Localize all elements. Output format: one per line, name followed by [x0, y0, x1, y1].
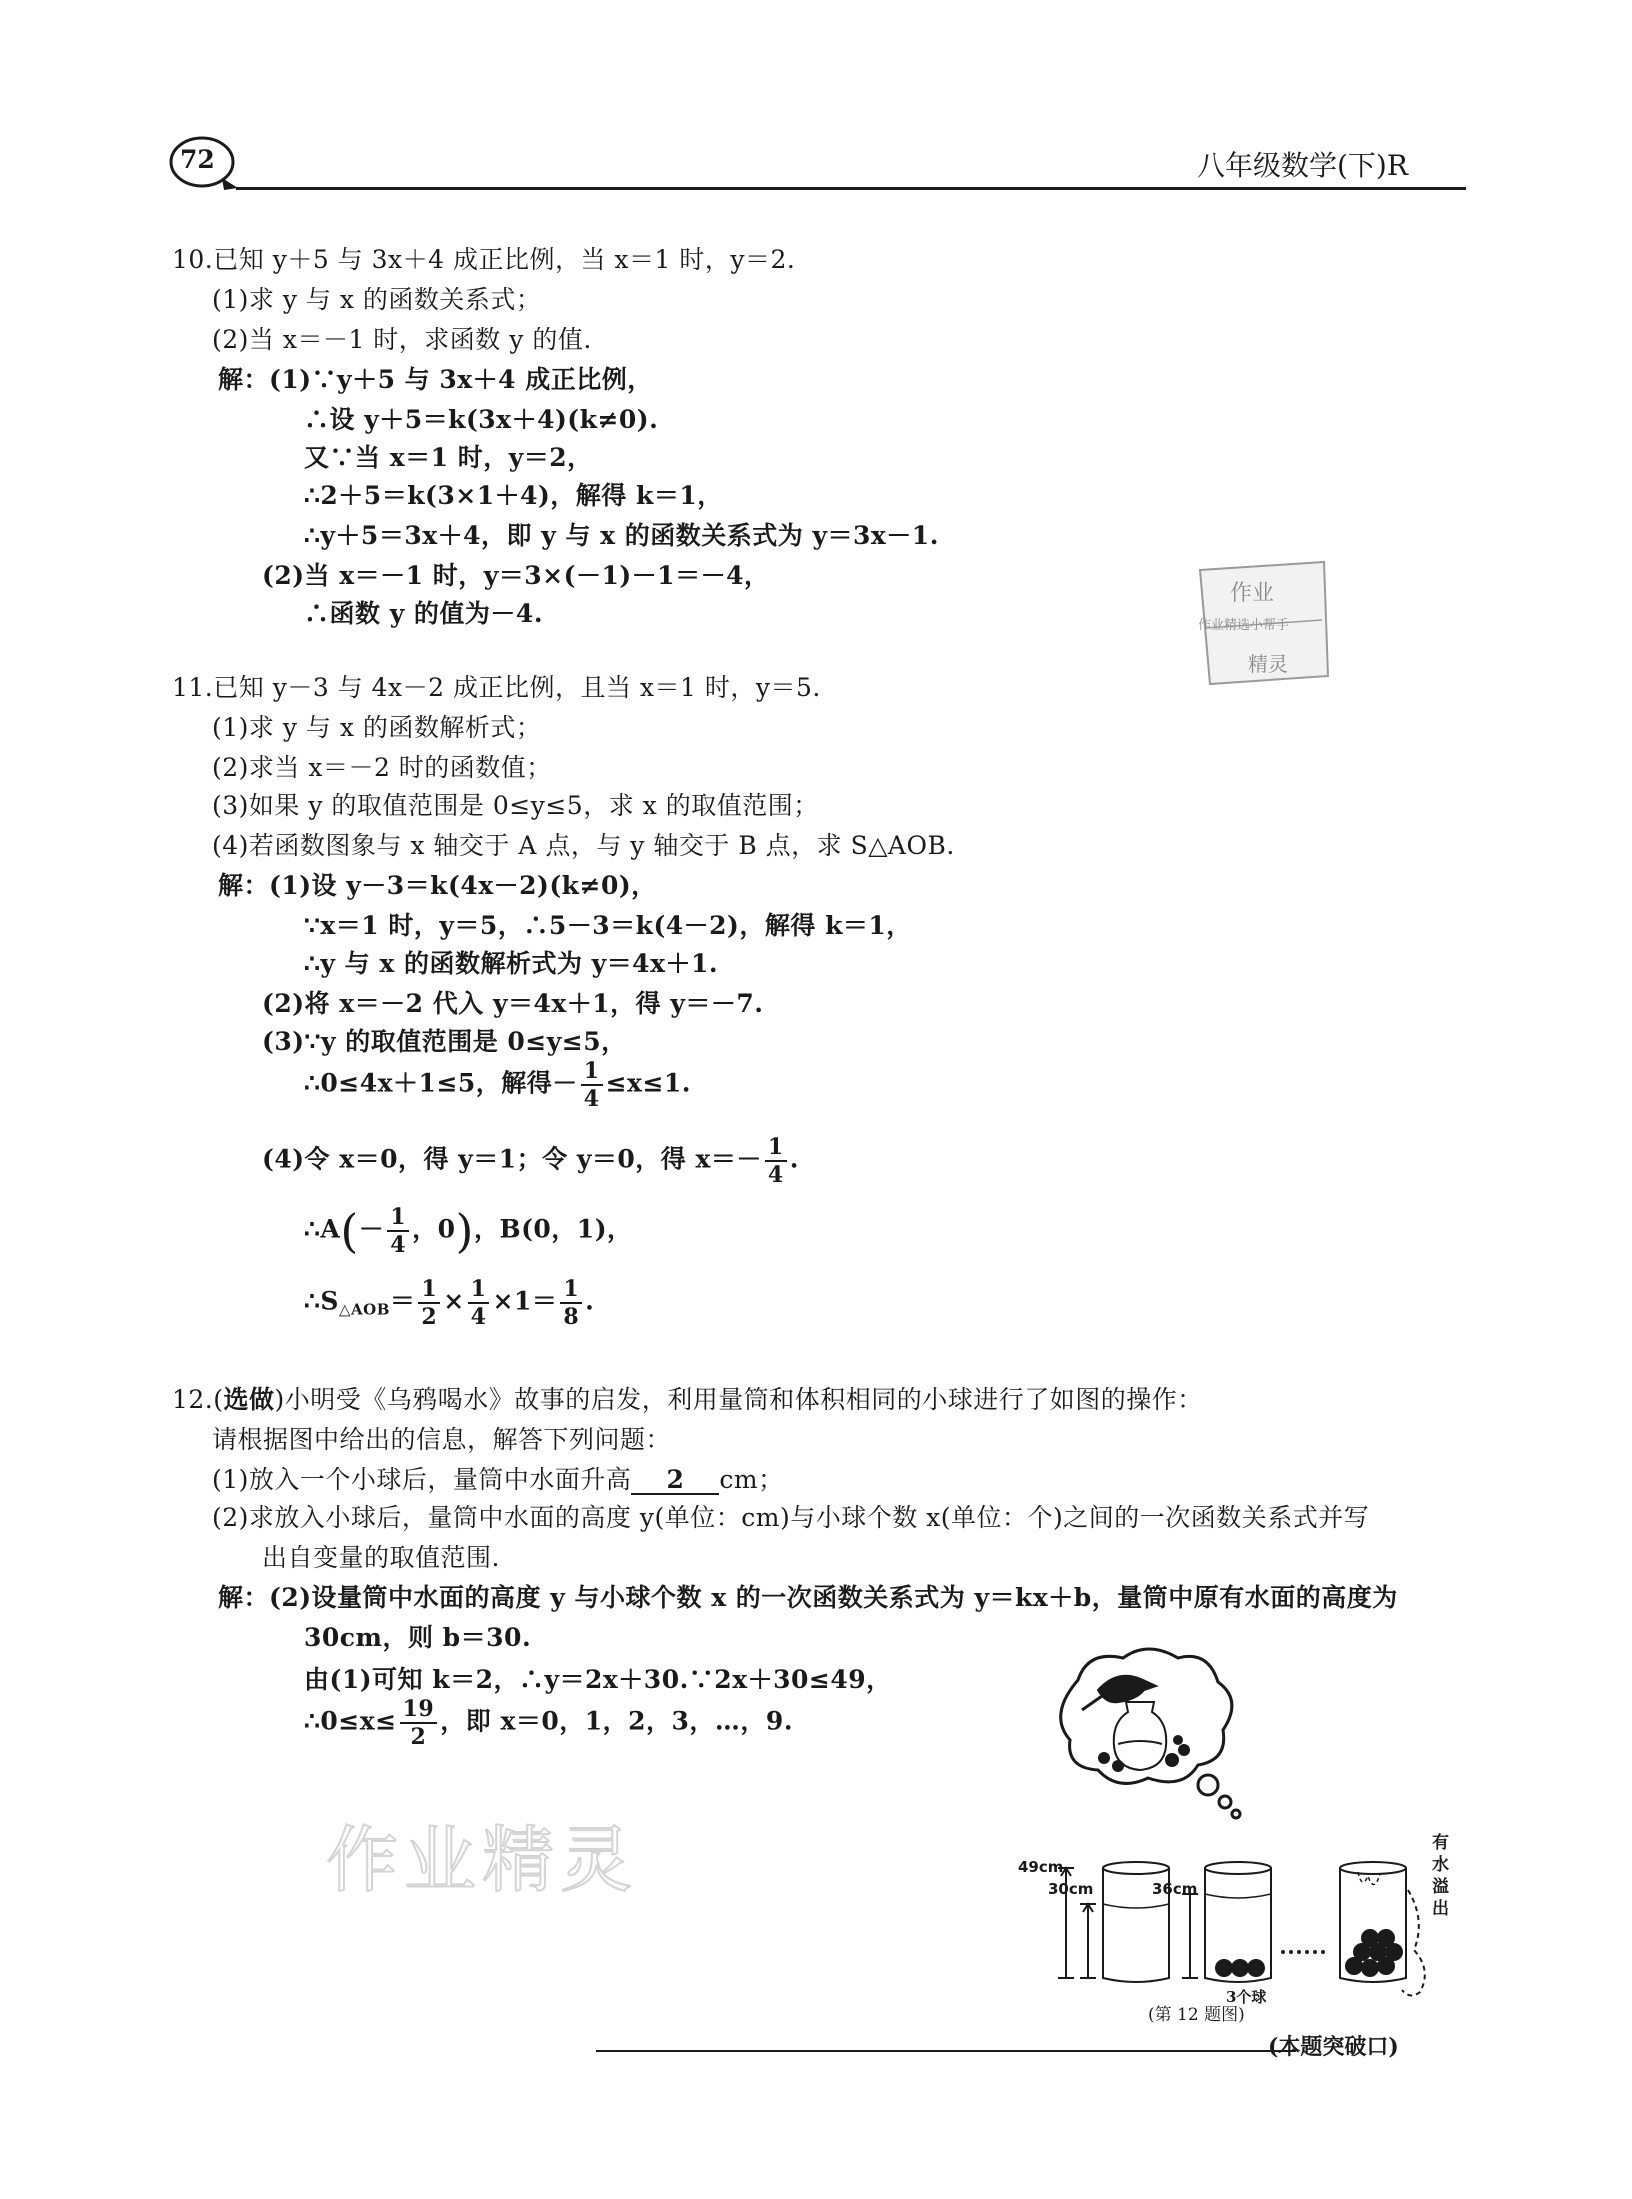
solution-line: 30cm，则 b＝30. [304, 1623, 532, 1652]
fraction [418, 1278, 440, 1328]
question-12-part-2-cont: 出自变量的取值范围. [262, 1543, 500, 1572]
text: cm； [719, 1465, 784, 1494]
question-11-part-2: (2)求当 x＝－2 时的函数值； [212, 753, 552, 782]
numerator: 1 [560, 1278, 582, 1304]
text: . [585, 1286, 595, 1316]
ellipsis-dots [1281, 1950, 1325, 1954]
label-30cm: 30cm [1048, 1880, 1094, 1898]
text: (1)放入一个小球后，量筒中水面升高 [212, 1465, 632, 1494]
fraction [765, 1136, 787, 1186]
text: × [443, 1286, 465, 1316]
text: ＝ [389, 1286, 416, 1316]
text: － [358, 1214, 385, 1244]
left-paren: ( [340, 1204, 359, 1258]
text: ，0 [412, 1214, 456, 1244]
numerator: 1 [468, 1278, 490, 1304]
fraction [468, 1278, 490, 1328]
denominator: 2 [410, 1724, 427, 1750]
label-36cm: 36cm [1152, 1880, 1198, 1898]
question-10-stem: 10.已知 y＋5 与 3x＋4 成正比例，当 x＝1 时，y＝2. [172, 245, 796, 274]
numerator: 19 [400, 1698, 438, 1724]
right-paren: ) [455, 1204, 474, 1258]
question-11-stem: 11.已知 y－3 与 4x－2 成正比例，且当 x＝1 时，y＝5. [172, 673, 821, 702]
footer-rule [596, 2050, 1296, 2052]
text: ∴A [304, 1214, 341, 1244]
watermark-text: 作业精灵 [326, 1818, 639, 1902]
text: ∴S [304, 1286, 339, 1316]
solution-line-fraction [304, 1278, 594, 1328]
text: ∴0≤x≤ [304, 1706, 397, 1736]
figure-drawing [1018, 1640, 1478, 2020]
question-11-part-3: (3)如果 y 的取值范围是 0≤y≤5，求 x 的取值范围； [212, 791, 819, 820]
header-rule [236, 187, 1466, 190]
denominator: 4 [767, 1162, 784, 1188]
text: ≤x≤1. [605, 1068, 692, 1098]
text: . [789, 1144, 799, 1174]
book-title: 八年级数学(下)R [1197, 149, 1408, 182]
solution-line-fraction [304, 1698, 793, 1748]
fraction [400, 1698, 438, 1748]
text: ×1＝ [492, 1286, 558, 1316]
numerator: 1 [581, 1060, 603, 1086]
solution-line: 解：(1)设 y－3＝k(4x－2)(k≠0)， [218, 871, 657, 900]
solution-line: ∴2＋5＝k(3×1＋4)，解得 k＝1， [304, 481, 723, 510]
solution-line: (2)当 x＝－1 时，y＝3×(－1)－1＝－4， [262, 561, 770, 590]
optional-tag: 选做 [223, 1385, 275, 1414]
fraction [560, 1278, 582, 1328]
solution-line: 由(1)可知 k＝2，∴y＝2x＋30.∵2x＋30≤49， [304, 1665, 892, 1694]
question-12-part-1 [212, 1460, 784, 1496]
solution-line: ∵x＝1 时，y＝5，∴5－3＝k(4－2)，解得 k＝1， [304, 911, 912, 940]
text: ，即 x＝0，1，2，3，…，9. [440, 1706, 794, 1736]
question-12-line-2: 请根据图中给出的信息，解答下列问题： [212, 1425, 672, 1454]
label-3-balls: 3个球 [1226, 1988, 1267, 2006]
question-10-part-1: (1)求 y 与 x 的函数关系式； [212, 285, 542, 314]
numerator: 1 [418, 1278, 440, 1304]
footer-label: (本题突破口) [1268, 2034, 1399, 2060]
solution-line: 解：(1)∵y＋5 与 3x＋4 成正比例， [218, 365, 653, 394]
text: ，B(0，1)， [473, 1214, 633, 1244]
stamp-top: 作业 [1230, 581, 1275, 606]
numerator: 1 [765, 1136, 787, 1162]
label-overflow [1432, 1832, 1452, 1920]
overflow-char: 溢 [1432, 1877, 1449, 1897]
overflow-char: 有 [1432, 1833, 1449, 1853]
answer-blank: 2 [631, 1467, 719, 1495]
fraction [387, 1206, 409, 1256]
solution-line: (3)∵y 的取值范围是 0≤y≤5， [262, 1027, 627, 1056]
solution-line: ∴y 与 x 的函数解析式为 y＝4x＋1. [304, 949, 719, 978]
solution-line: 解：(2)设量筒中水面的高度 y 与小球个数 x 的一次函数关系式为 y＝kx＋b，量筒中原有水面的高度为 [218, 1583, 1398, 1612]
solution-line: ∴函数 y 的值为－4. [304, 599, 544, 628]
solution-line: ∴y＋5＝3x＋4，即 y 与 x 的函数关系式为 y＝3x－1. [304, 521, 939, 550]
figure-12 [1018, 1640, 1478, 2025]
solution-line-fraction [304, 1060, 691, 1110]
question-12-stem [172, 1380, 1203, 1416]
question-12-part-2: (2)求放入小球后，量筒中水面的高度 y(单位：cm)与小球个数 x(单位：个)之间的一次函数关系式并写 [212, 1503, 1370, 1532]
stamp-middle: 作业精选小帮手 [1198, 618, 1290, 633]
solution-line-fraction [262, 1136, 799, 1186]
cylinder-3 [1340, 1862, 1425, 1996]
solution-line: ∴设 y＋5＝k(3x＋4)(k≠0). [304, 405, 659, 434]
text: (4)令 x＝0，得 y＝1；令 y＝0，得 x＝－ [262, 1144, 762, 1174]
denominator: 4 [470, 1304, 487, 1330]
denominator: 4 [583, 1086, 600, 1112]
solution-line: 又∵当 x＝1 时，y＝2， [304, 443, 593, 472]
subscript: △AOB [338, 1300, 390, 1319]
crow-thought-cloud [1061, 1649, 1240, 1818]
label-49cm: 49cm [1018, 1858, 1064, 1876]
text: ∴0≤4x＋1≤5，解得－ [304, 1068, 578, 1098]
numerator: 1 [387, 1206, 409, 1232]
fraction [581, 1060, 603, 1110]
denominator: 4 [390, 1232, 407, 1258]
question-10-part-2: (2)当 x＝－1 时，求函数 y 的值. [212, 325, 592, 354]
stamp-bottom: 精灵 [1248, 652, 1288, 676]
denominator: 8 [563, 1304, 580, 1330]
solution-line: (2)将 x＝－2 代入 y＝4x＋1，得 y＝－7. [262, 989, 764, 1018]
question-11-part-1: (1)求 y 与 x 的函数解析式； [212, 713, 542, 742]
text: 12.( [172, 1385, 224, 1414]
overflow-char: 出 [1432, 1899, 1449, 1919]
page-number: 72 [180, 145, 215, 174]
figure-caption: (第 12 题图) [1148, 2005, 1245, 2025]
question-11-part-4: (4)若函数图象与 x 轴交于 A 点，与 y 轴交于 B 点，求 S△AOB. [212, 831, 955, 860]
watermark-stamp [1186, 556, 1334, 690]
denominator: 2 [421, 1304, 438, 1330]
text: )小明受《乌鸦喝水》故事的启发，利用量筒和体积相同的小球进行了如图的操作： [274, 1385, 1203, 1414]
solution-line-fraction [304, 1206, 633, 1256]
overflow-char: 水 [1432, 1855, 1449, 1875]
